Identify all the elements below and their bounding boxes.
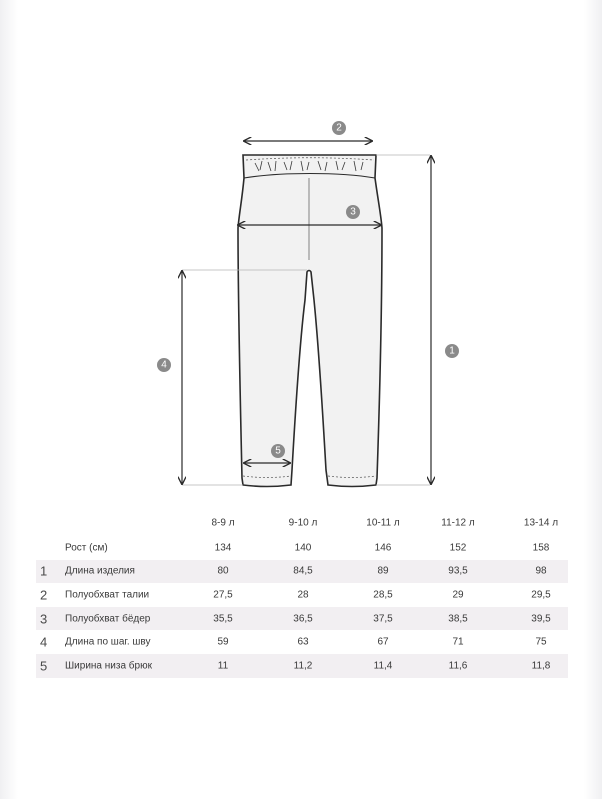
row-label: Длина по шаг. шву xyxy=(65,636,151,648)
cell-value: 11,6 xyxy=(448,660,468,672)
cell-value: 29 xyxy=(452,589,464,601)
svg-text:2: 2 xyxy=(336,122,342,134)
svg-text:1: 1 xyxy=(449,345,455,357)
cell-value: 59 xyxy=(217,636,229,648)
row-label: Полуобхват талии xyxy=(65,589,150,601)
svg-text:5: 5 xyxy=(275,445,281,457)
row-number: 1 xyxy=(40,563,48,579)
row-label: Ширина низа брюк xyxy=(65,660,152,672)
cell-value: 36,5 xyxy=(293,613,313,625)
size-table xyxy=(36,510,568,678)
cell-value: 11 xyxy=(217,660,229,672)
cell-value: 146 xyxy=(374,542,392,554)
cell-value: 75 xyxy=(535,636,547,648)
cell-value: 134 xyxy=(214,542,232,554)
cell-value: 28 xyxy=(297,589,309,601)
row-label: Полуобхват бёдер xyxy=(65,613,151,625)
cell-value: 67 xyxy=(377,636,389,648)
cell-value: 35,5 xyxy=(213,613,233,625)
size-label: 9-10 л xyxy=(288,517,318,529)
size-label: 10-11 л xyxy=(366,517,400,529)
marker-5 xyxy=(271,444,285,458)
pants-illustration xyxy=(238,155,382,487)
row-number: 3 xyxy=(40,611,48,627)
cell-value: 84,5 xyxy=(293,565,313,577)
cell-value: 93,5 xyxy=(448,565,468,577)
table-row xyxy=(36,560,568,584)
cell-value: 28,5 xyxy=(373,589,393,601)
table-row xyxy=(36,654,568,678)
size-label: 11-12 л xyxy=(441,517,475,529)
row-number: 5 xyxy=(40,658,48,674)
cell-value: 80 xyxy=(217,565,229,577)
svg-text:4: 4 xyxy=(161,359,167,371)
cell-value: 29,5 xyxy=(531,589,551,601)
cell-value: 140 xyxy=(294,542,312,554)
pants-body xyxy=(238,155,382,487)
cell-value: 39,5 xyxy=(531,613,551,625)
cell-value: 89 xyxy=(377,565,389,577)
cell-value: 98 xyxy=(535,565,547,577)
cell-value: 37,5 xyxy=(373,613,393,625)
cell-value: 63 xyxy=(297,636,309,648)
row-label: Длина изделия xyxy=(65,565,135,577)
table-row xyxy=(36,607,568,631)
cell-value: 11,2 xyxy=(293,660,313,672)
height-row xyxy=(36,536,568,560)
cell-value: 11,4 xyxy=(373,660,393,672)
cell-value: 38,5 xyxy=(448,613,468,625)
row-number: 4 xyxy=(40,634,48,650)
svg-text:3: 3 xyxy=(350,206,356,218)
table-row xyxy=(36,583,568,607)
marker-2 xyxy=(332,121,346,135)
cell-value: 27,5 xyxy=(213,589,233,601)
cell-value: 11,8 xyxy=(531,660,551,672)
cell-value: 158 xyxy=(532,542,550,554)
row-label: Рост (см) xyxy=(65,542,108,554)
marker-3 xyxy=(346,205,360,219)
size-label: 8-9 л xyxy=(211,517,235,529)
size-label: 13-14 л xyxy=(523,517,559,529)
cell-value: 71 xyxy=(452,636,464,648)
size-header-row xyxy=(36,510,568,536)
row-number: 2 xyxy=(40,587,48,603)
cell-value: 152 xyxy=(449,542,467,554)
table-row xyxy=(36,630,568,654)
marker-4 xyxy=(157,358,171,372)
marker-1 xyxy=(445,344,459,358)
